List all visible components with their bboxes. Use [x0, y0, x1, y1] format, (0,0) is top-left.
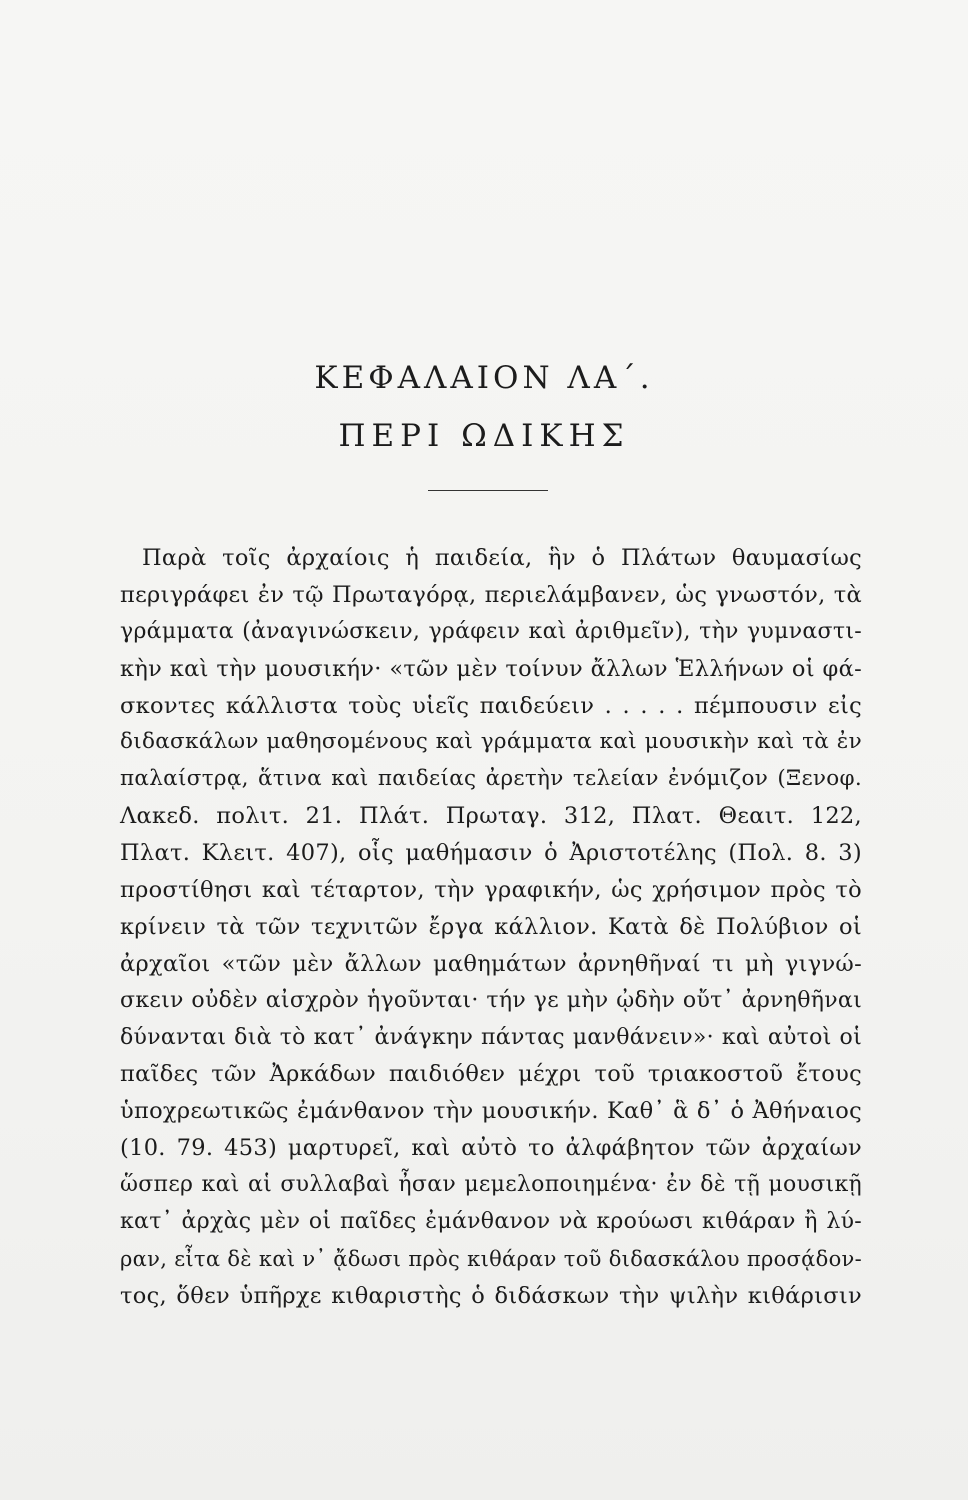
text-line: κρίνειν τὰ τῶν τεχνιτῶν ἔργα κάλλιον. Κατὰ δὲ Πολύβιον οἱ — [120, 913, 862, 940]
text-line: ἀρχαῖοι «τῶν μὲν ἄλλων μαθημάτων ἀρνηθῆναί τι μὴ γιγνώ- — [120, 950, 862, 977]
text-line: τος, ὅθεν ὑπῆρχε κιθαριστὴς ὁ διδάσκων τὴν ψιλὴν κιθάρισιν — [120, 1282, 862, 1309]
text-line: ραν, εἶτα δὲ καὶ ν᾽ ᾄδωσι πρὸς κιθάραν τοῦ διδασκάλου προσᾴδον- — [120, 1246, 862, 1271]
text-line: σκειν οὐδὲν αἰσχρὸν ἡγοῦνται· τήν γε μὴν ᾠδὴν οὔτ᾽ ἀρνηθῆναι — [120, 987, 862, 1013]
text-line: δύνανται διὰ τὸ κατ᾽ ἀνάγκην πάντας μανθάνειν»· καὶ αὐτοὶ οἱ — [120, 1024, 862, 1050]
text-line: ὥσπερ καὶ αἱ συλλαβαὶ ἦσαν μεμελοποιημένα· ἐν δὲ τῇ μουσικῇ — [120, 1172, 862, 1198]
text-line: περιγράφει ἐν τῷ Πρωταγόρᾳ, περιελάμβανεν, ὡς γνωστόν, τὰ — [120, 581, 862, 608]
chapter-number: ΚΕΦΑΛΑΙΟΝ ΛΑ΄. — [314, 360, 654, 396]
text-line: Πλατ. Κλειτ. 407), οἷς μαθήμασιν ὁ Ἀριστοτέλης (Πολ. 8. 3) — [120, 840, 862, 867]
text-line: (10. 79. 453) μαρτυρεῖ, καὶ αὐτὸ το ἀλφάβητον τῶν ἀρχαίων — [120, 1135, 862, 1162]
text-line: ὑποχρεωτικῶς ἐμάνθανον τὴν μουσικήν. Καθ᾽ ἃ δ᾽ ὁ Ἀθήναιος — [120, 1098, 862, 1125]
text-line: γράμματα (ἀναγινώσκειν, γράφειν καὶ ἀριθμεῖν), τὴν γυμναστι- — [120, 618, 862, 644]
text-line: διδασκάλων μαθησομένους καὶ γράμματα καὶ μουσικὴν καὶ τὰ ἐν — [120, 729, 862, 755]
text-line: κατ᾽ ἀρχὰς μὲν οἱ παῖδες ἐμάνθανον νὰ κρούωσι κιθάραν ἢ λύ- — [120, 1209, 862, 1235]
text-line: παῖδες τῶν Ἀρκάδων παιδιόθεν μέχρι τοῦ τριακοστοῦ ἔτους — [120, 1061, 862, 1088]
text-line: Παρὰ τοῖς ἀρχαίοις ἡ παιδεία, ἣν ὁ Πλάτων θαυμασίως — [142, 545, 862, 571]
text-line: Λακεδ. πολιτ. 21. Πλάτ. Πρωταγ. 312, Πλατ. Θεαιτ. 122, — [120, 803, 862, 830]
title-divider — [428, 490, 548, 491]
chapter-title: ΠΕΡΙ ΩΔΙΚΗΣ — [338, 418, 630, 454]
text-line: κὴν καὶ τὴν μουσικήν· «τῶν μὲν τοίνυν ἄλλων Ἑλλήνων οἱ φά- — [120, 655, 862, 682]
text-line: προστίθησι καὶ τέταρτον, τὴν γραφικήν, ὡς χρήσιμον πρὸς τὸ — [120, 877, 862, 904]
text-line: σκοντες κάλλιστα τοὺς υἱεῖς παιδεύειν . . . . . πέμπουσιν εἰς — [120, 692, 862, 719]
body-paragraph — [120, 540, 862, 1315]
text-line: παλαίστρᾳ, ἅτινα καὶ παιδείας ἀρετὴν τελείαν ἐνόμιζον (Ξενοφ. — [120, 766, 862, 792]
